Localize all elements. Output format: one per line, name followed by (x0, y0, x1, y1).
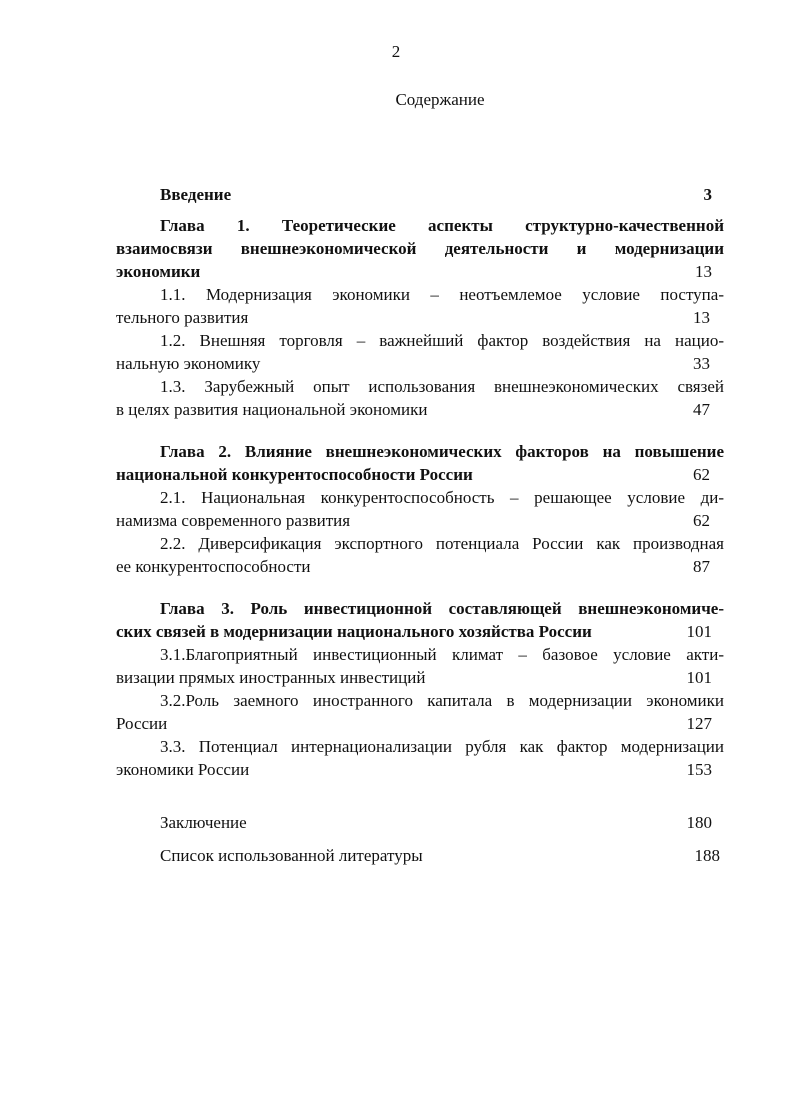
toc-section-line: 1.2. Внешняя торговля – важнейший фактор воздействия на нацио- (160, 331, 724, 350)
toc-section-2-1 (116, 486, 724, 532)
toc-section-line: 3.1.Благоприятный инвестиционный климат – базовое условие акти- (160, 645, 724, 664)
toc-section-line (116, 555, 724, 578)
toc-chapter-3-line-end: ских связей в модернизации национального хозяйства России (116, 622, 592, 641)
toc-intro-page: 3 (703, 185, 712, 204)
toc-chapter-3-line: Глава 3. Роль инвестиционной составляющей внешнеэкономиче- (160, 599, 724, 618)
toc-conclusion-label: Заключение (160, 813, 247, 832)
toc-conclusion (116, 811, 724, 834)
toc-section-page: 13 (693, 308, 710, 327)
toc-section-page: 62 (693, 511, 710, 530)
toc-chapter-3-line (116, 620, 724, 643)
toc-section-line-end: России (116, 714, 168, 733)
toc-section-line (116, 352, 724, 375)
toc-section-3-3 (116, 735, 724, 781)
toc-section-line: 1.1. Модернизация экономики – неотъемлемое условие поступа- (160, 285, 724, 304)
toc-section-line: 3.3. Потенциал интернационализации рубля как фактор модернизации (160, 737, 724, 756)
toc-section-line-end: ее конкурентоспособности (116, 557, 311, 576)
toc-chapter-2 (116, 440, 724, 486)
toc-section-page: 47 (693, 400, 710, 419)
toc-chapter-2-line-end: национальной конкурентоспособности России (116, 465, 473, 484)
table-of-contents (116, 183, 724, 867)
toc-chapter-2-page: 62 (693, 465, 710, 484)
toc-section-line: 2.1. Национальная конкурентоспособность – решающее условие ди- (160, 488, 724, 507)
toc-section-1-1 (116, 283, 724, 329)
page-number: 2 (391, 42, 401, 61)
toc-chapter-1-line (116, 260, 724, 283)
toc-section-page: 87 (693, 557, 710, 576)
toc-section-1-3 (116, 375, 724, 421)
toc-section-line-end: визации прямых иностранных инвестиций (116, 668, 426, 687)
toc-section-2-2 (116, 532, 724, 578)
toc-chapter-2-line: Глава 2. Влияние внешнеэкономических факторов на повышение (160, 442, 724, 461)
toc-chapter-1 (116, 214, 724, 283)
toc-section-line (116, 712, 724, 735)
toc-chapter-3-page: 101 (686, 622, 712, 641)
toc-section-line-end: в целях развития национальной экономики (116, 400, 428, 419)
toc-section-line (116, 398, 724, 421)
toc-section-line (116, 758, 724, 781)
toc-conclusion-page: 180 (686, 813, 712, 832)
toc-section-1-2 (116, 329, 724, 375)
toc-section-page: 33 (693, 354, 710, 373)
toc-chapter-1-line: Глава 1. Теоретические аспекты структурно-качественной (160, 216, 724, 235)
toc-section-page: 153 (686, 760, 712, 779)
toc-section-line (116, 666, 724, 689)
toc-chapter-1-page: 13 (695, 262, 712, 281)
toc-section-3-1 (116, 643, 724, 689)
toc-section-line: 1.3. Зарубежный опыт использования внешнеэкономических связей (160, 377, 724, 396)
toc-section-line (116, 306, 724, 329)
toc-intro-label: Введение (160, 185, 232, 204)
toc-section-3-2 (116, 689, 724, 735)
toc-section-page: 127 (686, 714, 712, 733)
toc-chapter-1-line: взаимосвязи внешнеэкономической деятельности и модернизации (116, 239, 724, 258)
page-title: Содержание (395, 90, 485, 109)
toc-chapter-3 (116, 597, 724, 643)
toc-section-line: 2.2. Диверсификация экспортного потенциала России как производная (160, 534, 724, 553)
toc-chapter-1-line-end: экономики (116, 262, 201, 281)
toc-references (116, 844, 724, 867)
toc-section-line-end: экономики России (116, 760, 250, 779)
toc-section-line (116, 509, 724, 532)
toc-section-page: 101 (686, 668, 712, 687)
toc-references-page: 188 (694, 846, 720, 865)
toc-section-line-end: тельного развития (116, 308, 249, 327)
toc-references-label: Список использованной литературы (160, 846, 423, 865)
toc-section-line-end: нальную экономику (116, 354, 261, 373)
toc-intro (116, 183, 724, 206)
toc-section-line-end: намизма современного развития (116, 511, 351, 530)
toc-section-line: 3.2.Роль заемного иностранного капитала в модернизации экономики (160, 691, 724, 710)
toc-chapter-2-line (116, 463, 724, 486)
